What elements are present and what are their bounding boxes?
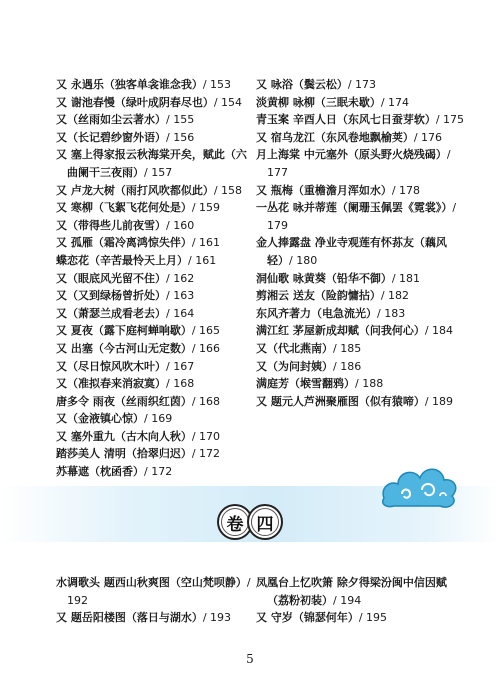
entry-page: / 172: [144, 465, 173, 479]
entry-title: 水调歌头 题西山秋爽图（空山梵呗静）: [56, 576, 247, 589]
entry-page: / 189: [424, 394, 454, 408]
volume-right-column: [256, 574, 466, 627]
entry-title: 东风齐著力（电急流光）: [256, 306, 377, 320]
toc-entry: [56, 428, 252, 446]
entry-page: / 164: [166, 306, 195, 320]
entry-title: 金人捧露盘 净业寺观莲有怀荪友（藕风轻）: [256, 236, 447, 267]
entry-page: / 172: [191, 447, 221, 461]
entry-page: / 174: [380, 95, 410, 109]
entry-title: 凤凰台上忆吹箫 除夕得梁汾闽中信因赋（荔粉初装）: [256, 576, 447, 607]
entry-page: / 161: [191, 236, 221, 250]
entry-title: 踏莎美人 清明（拾翠归迟）: [56, 447, 192, 461]
entry-title: 洞仙歌 咏黄葵（铅华不御）: [256, 271, 392, 285]
toc-entry: [56, 270, 252, 288]
entry-page: / 170: [191, 429, 221, 443]
toc-entry: [56, 217, 252, 235]
toc-entry: [56, 375, 252, 393]
entry-page: / 181: [391, 271, 421, 285]
entry-page: / 169: [144, 412, 173, 426]
volume-char-2: 四: [247, 504, 283, 540]
entry-title: 又 孤雁（霜冷离鸿惊失伴）: [56, 236, 192, 250]
entry-title: 又 谢池春慢（绿叶成阴春尽也）: [56, 95, 214, 109]
entry-title: 又 塞上得家报云秋海棠开矣，赋此（六曲阑干三夜雨）: [56, 148, 247, 179]
toc-entry: [56, 182, 252, 200]
auspicious-cloud-icon: [378, 458, 460, 512]
entry-page: / 173: [347, 78, 377, 91]
entry-title: 又（又到绿杨曾折处）: [56, 289, 166, 303]
volume-four-columns: [56, 574, 466, 627]
entry-title: 又 寒柳（飞絮飞花何处是）: [56, 201, 192, 215]
entry-title: 唐多令 雨夜（丝雨织红茵）: [56, 394, 192, 408]
entry-page: / 175: [435, 113, 465, 127]
entry-title: 苏幕遮（枕函香）: [56, 465, 144, 479]
toc-entry: [56, 111, 252, 129]
entry-title: 又（为问封姨）: [256, 359, 333, 373]
entry-page: / 162: [166, 271, 195, 285]
entry-title: 又（带得些儿前夜雪）: [56, 218, 166, 232]
entry-title: 又 塞外重九（古木向人秋）: [56, 429, 192, 443]
toc-entry: [56, 94, 252, 112]
entry-page: / 179: [267, 201, 457, 232]
toc-entry: [256, 111, 466, 129]
entry-title: 又（金液镇心惊）: [56, 412, 144, 426]
entry-page: / 167: [166, 359, 195, 373]
entry-page: / 168: [191, 394, 221, 408]
entry-title: 又（代北燕南）: [256, 341, 333, 355]
entry-title: 又 守岁（锦瑟何年）: [256, 611, 359, 625]
entry-page: / 194: [333, 593, 362, 607]
toc-entry: [256, 234, 466, 269]
toc-entry: [56, 76, 252, 94]
entry-title: 又 夏夜（露下庭柯蝉响歇）: [56, 324, 192, 338]
toc-entry: [256, 76, 466, 94]
toc-entry: [256, 609, 466, 627]
entry-title: 又 题元人芦洲聚雁图（似有猿啼）: [256, 394, 425, 408]
toc-entry: [256, 305, 466, 323]
toc-entry: [256, 574, 466, 609]
toc-entry: [256, 393, 466, 411]
toc-entry: [56, 129, 252, 147]
entry-title: 月上海棠 中元塞外（原头野火烧残碣）: [256, 148, 447, 162]
toc-entry: [256, 322, 466, 340]
entry-title: 一丛花 咏并蒂莲（阑珊玉佩罢《霓裳》）: [256, 201, 453, 215]
toc-entry: [256, 270, 466, 288]
volume-left-column: [56, 574, 252, 627]
toc-columns: [56, 76, 466, 481]
entry-title: 又（长记碧纱窗外语）: [56, 130, 166, 144]
toc-left-column: [56, 76, 252, 481]
entry-page: / 155: [166, 113, 195, 127]
entry-title: 又 永遇乐（独客单衾谁念我）: [56, 78, 203, 91]
toc-right-column: [256, 76, 466, 481]
entry-title: 又（丝雨如尘云著水）: [56, 113, 166, 127]
toc-entry: [256, 146, 466, 181]
entry-title: 青玉案 辛酉人日（东风七日蚕芽软）: [256, 113, 436, 127]
entry-page: / 188: [355, 377, 384, 391]
entry-page: / 153: [202, 78, 232, 91]
entry-page: / 176: [413, 130, 443, 144]
entry-page: / 161: [188, 253, 217, 267]
entry-page: / 177: [267, 148, 451, 179]
entry-title: 又（尽日惊风吹木叶）: [56, 359, 166, 373]
entry-title: 剪湘云 送友（险韵慵拈）: [256, 289, 381, 303]
entry-page: / 154: [213, 95, 243, 109]
toc-entry: [56, 146, 252, 181]
entry-title: 又（准拟春来消寂寞）: [56, 377, 166, 391]
toc-entry: [256, 340, 466, 358]
page-number: 5: [246, 652, 254, 666]
toc-entry: [56, 445, 252, 463]
entry-page: / 185: [333, 341, 362, 355]
toc-entry: [56, 463, 252, 481]
toc-entry: [256, 375, 466, 393]
entry-title: 满江红 茅屋新成却赋（问我何心）: [256, 324, 425, 338]
entry-title: 又 瓶梅（重檐澹月浑如水）: [256, 183, 392, 197]
entry-page: / 180: [289, 253, 318, 267]
toc-entry: [256, 94, 466, 112]
toc-entry: [56, 393, 252, 411]
entry-page: / 159: [191, 201, 221, 215]
entry-title: 又（眼底风光留不住）: [56, 271, 166, 285]
toc-entry: [56, 340, 252, 358]
entry-title: 蝶恋花（辛苦最怜天上月）: [56, 253, 188, 267]
toc-entry: [256, 358, 466, 376]
entry-title: 又 出塞（今古河山无定数）: [56, 341, 192, 355]
toc-entry: [56, 410, 252, 428]
toc-entry: [56, 609, 252, 627]
entry-page: / 178: [391, 183, 421, 197]
toc-entry: [56, 199, 252, 217]
entry-page: / 192: [67, 576, 251, 607]
toc-entry: [56, 234, 252, 252]
entry-title: 又 题岳阳楼图（落日与湖水）: [56, 611, 203, 625]
entry-page: / 166: [191, 341, 221, 355]
volume-char-1: 卷: [217, 504, 253, 540]
entry-title: 又 咏浴（鬓云松）: [256, 78, 348, 91]
toc-entry: [56, 322, 252, 340]
entry-page: / 163: [166, 289, 195, 303]
entry-page: / 183: [377, 306, 406, 320]
entry-page: / 156: [166, 130, 195, 144]
entry-title: 满庭芳（堠雪翻鸦）: [256, 377, 355, 391]
toc-entry: [256, 182, 466, 200]
entry-title: 又 卢龙大树（雨打风吹都似此）: [56, 183, 214, 197]
entry-page: / 160: [166, 218, 195, 232]
entry-page: / 184: [424, 324, 454, 338]
entry-title: 又 宿乌龙江（东风卷地飘榆荚）: [256, 130, 414, 144]
entry-title: 又（萧瑟兰成看老去）: [56, 306, 166, 320]
entry-page: / 165: [191, 324, 221, 338]
entry-page: / 157: [144, 165, 173, 179]
entry-title: 淡黄柳 咏柳（三眠未歇）: [256, 95, 381, 109]
entry-page: / 186: [333, 359, 362, 373]
entry-page: / 158: [213, 183, 243, 197]
entry-page: / 168: [166, 377, 195, 391]
toc-entry: [56, 574, 252, 609]
volume-heading: [207, 502, 293, 542]
entry-page: / 195: [358, 611, 388, 625]
toc-entry: [56, 252, 252, 270]
toc-entry: [56, 358, 252, 376]
toc-entry: [56, 305, 252, 323]
toc-entry: [256, 287, 466, 305]
toc-entry: [56, 287, 252, 305]
entry-page: / 193: [202, 611, 232, 625]
toc-entry: [256, 199, 466, 234]
toc-entry: [256, 129, 466, 147]
entry-page: / 182: [380, 289, 410, 303]
